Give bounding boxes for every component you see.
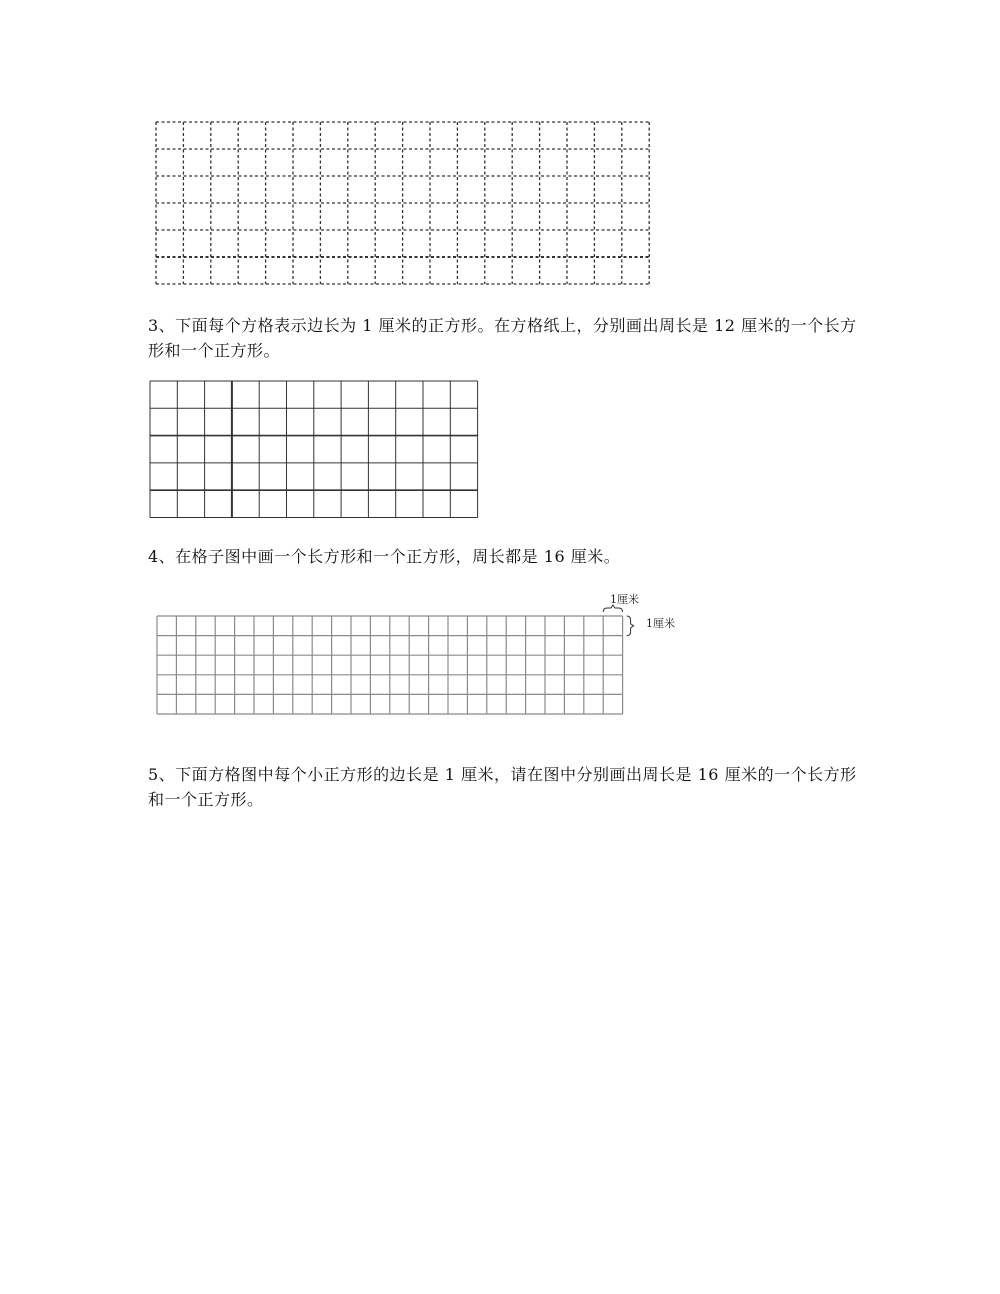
- unit-label-top: 1厘米: [610, 593, 639, 606]
- question-3-grid: [146, 377, 486, 522]
- unit-brace-side: [627, 616, 634, 636]
- question-4-grid: [150, 590, 675, 740]
- dotted-square-grid: [150, 116, 660, 291]
- question-4-text: 4、在格子图中画一个长方形和一个正方形，周长都是 16 厘米。: [148, 547, 621, 566]
- unit-label-side: 1厘米: [646, 617, 675, 630]
- question-3-text: 3、下面每个方格表示边长为 1 厘米的正方形。在方格纸上，分别画出周长是 12 厘米的一个长方形和一个正方形。: [148, 316, 857, 360]
- question-5-text: 5、下面方格图中每个小正方形的边长是 1 厘米，请在图中分别画出周长是 16 厘米的一个长方形和一个正方形。: [148, 765, 857, 809]
- unit-brace-top: [603, 605, 622, 612]
